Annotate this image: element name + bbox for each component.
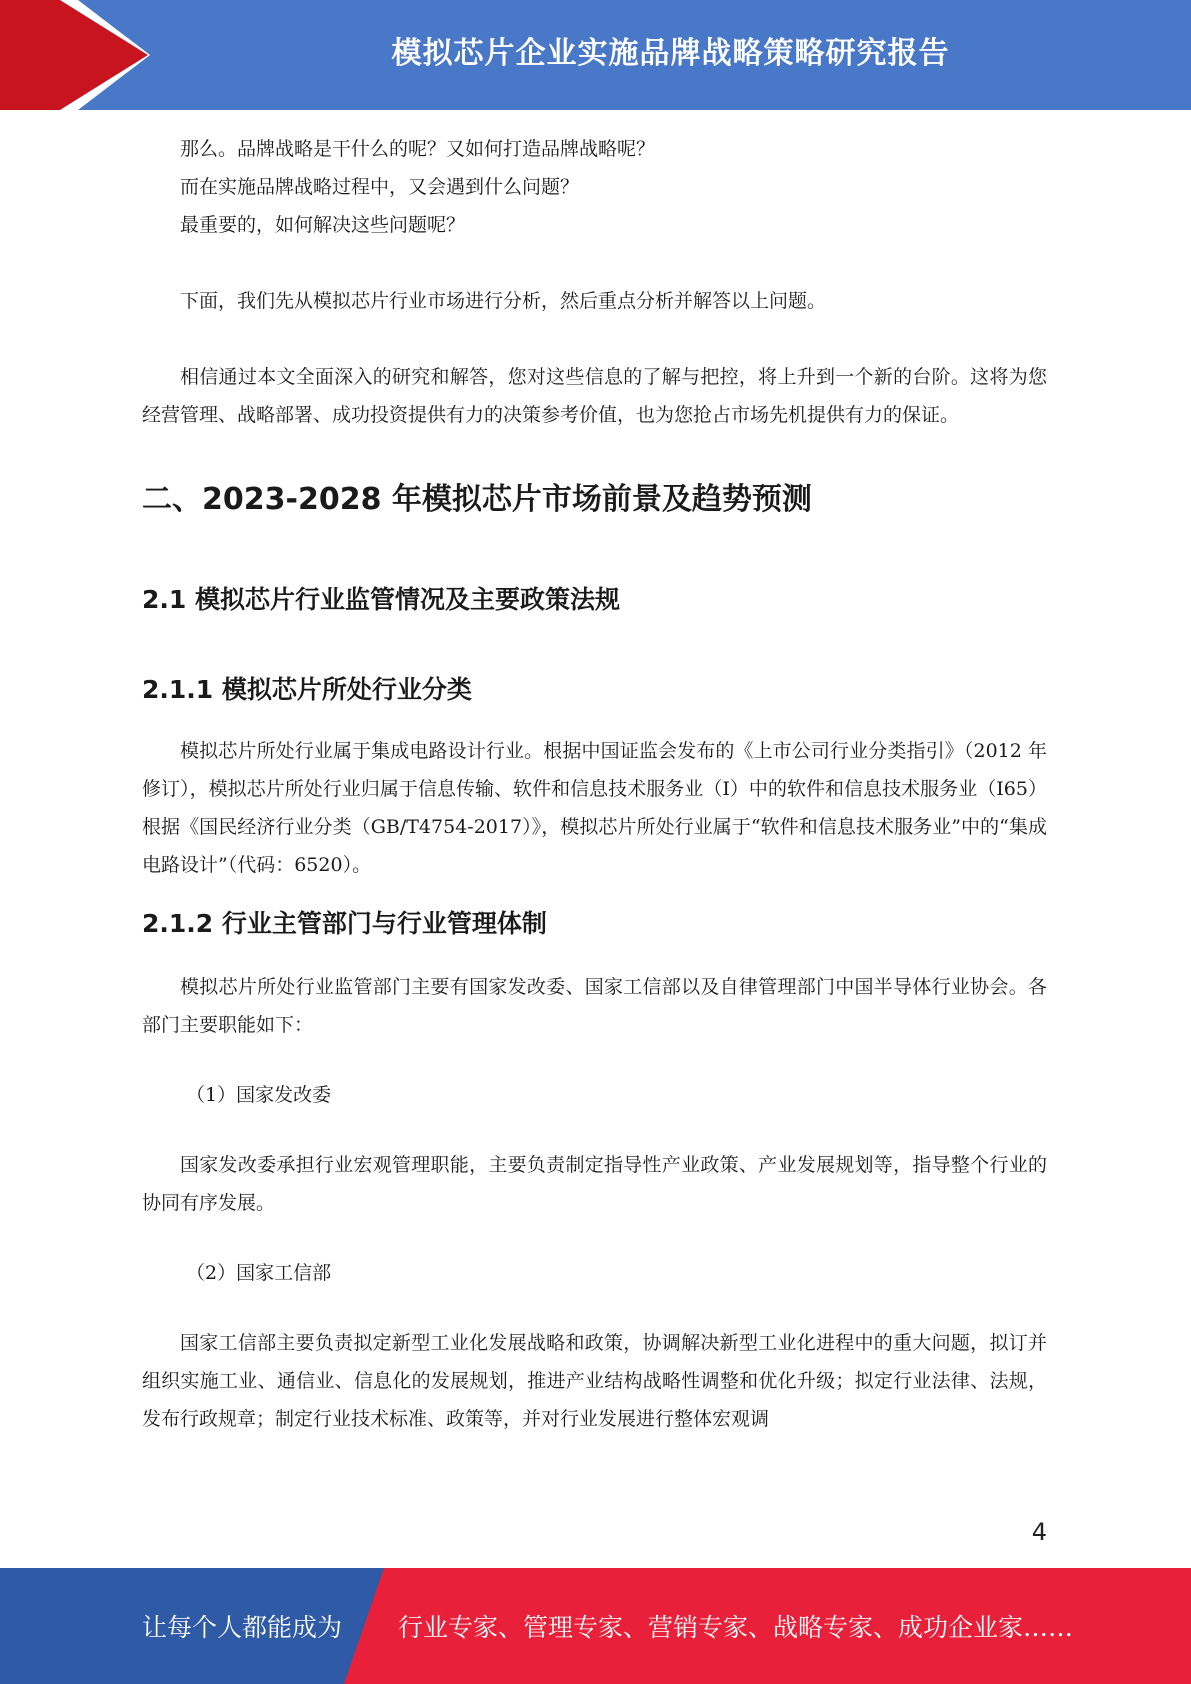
item-1-label: （1）国家发改委: [186, 1084, 332, 1106]
item-2-label: （2）国家工信部: [186, 1262, 332, 1284]
page-content: [142, 130, 1047, 1438]
footer-slogan-left: 让每个人都能成为: [142, 1613, 343, 1642]
header-banner: [0, 0, 1191, 110]
item-1-paragraph: 国家发改委承担行业宏观管理职能，主要负责制定指导性产业政策、产业发展规划等，指导整个行业的协同有序发展。: [142, 1154, 1047, 1214]
intro-question-1: 那么。品牌战略是干什么的呢？又如何打造品牌战略呢？: [180, 138, 656, 160]
section-2-heading: 二、2023-2028 年模拟芯片市场前景及趋势预测: [142, 482, 812, 517]
section-2-1-1-paragraph: 模拟芯片所处行业属于集成电路设计行业。根据中国证监会发布的《上市公司行业分类指引》（2012 年修订），模拟芯片所处行业归属于信息传输、软件和信息技术服务业（I）中的软件和信息技术服务业（I65）根据《国民经济行业分类（GB/T4754-2017）》，模拟芯片所处行业属于“软件和信息技术服务业”中的“集成电路设计”（代码：6520）。: [142, 740, 1047, 876]
red-arrow-decoration: [0, 0, 160, 110]
section-2-1-1-heading: 2.1.1 模拟芯片所处行业分类: [142, 675, 472, 704]
footer-banner: [0, 1568, 1191, 1684]
intro-plan-paragraph: 下面，我们先从模拟芯片行业市场进行分析，然后重点分析并解答以上问题。: [180, 290, 827, 312]
section-2-1-2-paragraph: 模拟芯片所处行业监管部门主要有国家发改委、国家工信部以及自律管理部门中国半导体行业协会。各部门主要职能如下：: [142, 976, 1047, 1036]
item-2-paragraph: 国家工信部主要负责拟定新型工业化发展战略和政策，协调解决新型工业化进程中的重大问题，拟订并组织实施工业、通信业、信息化的发展规划，推进产业结构战略性调整和优化升级；拟定行业法律、法规，发布行政规章；制定行业技术标准、政策等，并对行业发展进行整体宏观调: [142, 1332, 1047, 1430]
intro-question-2: 而在实施品牌战略过程中，又会遇到什么问题？: [180, 176, 580, 198]
section-2-1-2-heading: 2.1.2 行业主管部门与行业管理体制: [142, 909, 547, 938]
section-2-1-heading: 2.1 模拟芯片行业监管情况及主要政策法规: [142, 585, 620, 614]
report-title: 模拟芯片企业实施品牌战略策略研究报告: [391, 36, 950, 71]
intro-value-paragraph: 相信通过本文全面深入的研究和解答，您对这些信息的了解与把控，将上升到一个新的台阶。这将为您经营管理、战略部署、成功投资提供有力的决策参考价值，也为您抢占市场先机提供有力的保证。: [142, 366, 1047, 426]
page-number: 4: [1031, 1518, 1047, 1546]
footer-slogan-right: 行业专家、管理专家、营销专家、战略专家、成功企业家……: [398, 1613, 1074, 1642]
intro-question-3: 最重要的，如何解决这些问题呢？: [180, 214, 466, 236]
